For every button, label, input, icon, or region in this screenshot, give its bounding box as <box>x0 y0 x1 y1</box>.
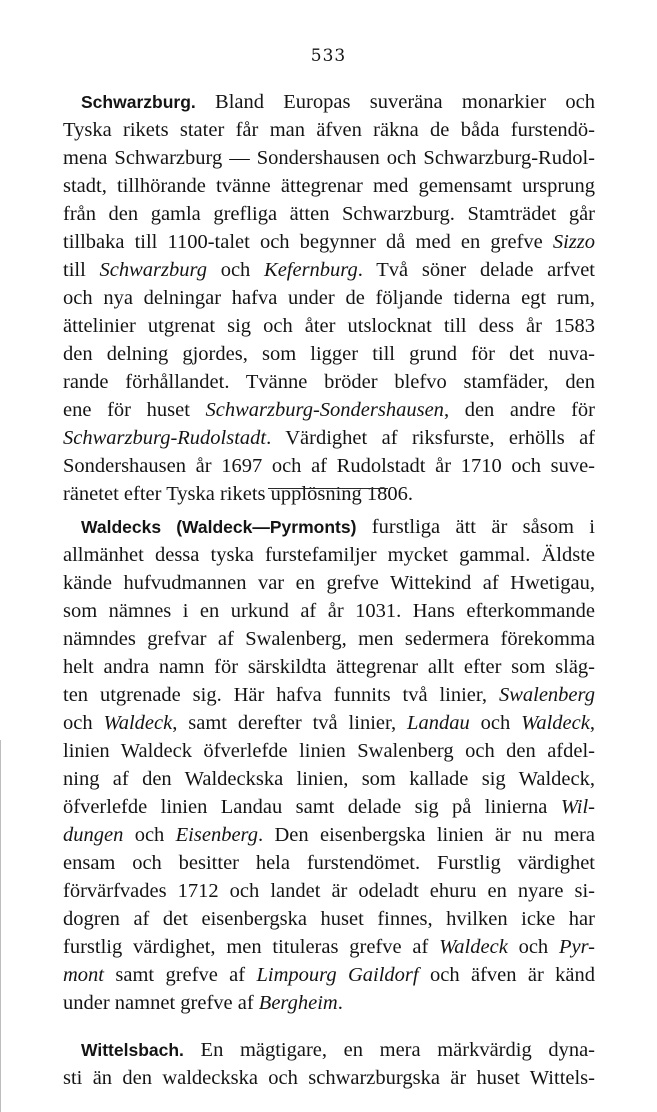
name-waldeck-2: Waldeck <box>521 712 590 734</box>
name-kefernburg: Kefernburg <box>264 259 358 281</box>
page-edge-rule <box>0 740 1 1112</box>
schwarzburg-line-7: till Schwarzburg och Kefernburg. Två söner delade arfvet <box>63 259 595 281</box>
page-number: 533 <box>310 46 347 66</box>
waldeck-line-18: under namnet grefve af Bergheim. <box>63 992 343 1014</box>
name-schwarzburg: Schwarzburg <box>99 259 207 281</box>
schwarzburg-line-5: från den gamla grefliga ätten Schwarzburg. Stamträdet går <box>63 203 595 225</box>
schwarzburg-line-14: Sondershausen år 1697 och af Rudolstadt år 1710 och suve- <box>63 455 595 477</box>
name-mont: mont <box>63 964 104 986</box>
name-dungen: dungen <box>63 824 124 846</box>
schwarzburg-line-11: rande förhållandet. Tvänne bröder blefvo stamfäder, den <box>63 371 595 393</box>
waldeck-line-10: ning af den Waldeckska linien, som kallade sig Waldeck, <box>63 768 595 790</box>
schwarzburg-line-4: stadt, tillhörande tvänne ättegrenar med gemensamt ursprung <box>63 175 595 197</box>
waldeck-line-7: ten utgrenade sig. Här hafva funnits två linier, Swalenberg <box>63 684 595 706</box>
name-bergheim: Bergheim <box>258 992 338 1014</box>
waldeck-line-1: Waldecks (Waldeck—Pyrmonts) furstliga ätt är såsom i <box>81 516 595 538</box>
schwarzburg-line-15: ränetet efter Tyska rikets upplösning 1806. <box>63 483 414 505</box>
name-pyr: Pyr- <box>558 936 595 958</box>
name-wil: Wil- <box>560 796 595 818</box>
name-waldeck-3: Waldeck <box>439 936 508 958</box>
schwarzburg-line-2: Tyska rikets stater får man äfven räkna de båda furstendö- <box>63 119 595 141</box>
name-swalenberg: Swalenberg <box>498 684 595 706</box>
name-sizzo: Sizzo <box>552 231 595 253</box>
waldeck-heading: Waldecks (Waldeck—Pyrmonts) <box>81 517 357 537</box>
schwarzburg-line-9: ättelinier utgrenat sig och åter utslocknat till dess år 1583 <box>63 315 595 337</box>
waldeck-line-11: öfverlefde linien Landau samt delade sig på linierna Wil- <box>63 796 595 818</box>
schwarzburg-line-13: Schwarzburg-Rudolstadt. Värdighet af riksfurste, erhölls af <box>63 427 595 449</box>
wittelsbach-line-1: Wittelsbach. En mägtigare, en mera märkvärdig dyna- <box>81 1039 595 1061</box>
name-sondershausen: Schwarzburg-Sondershausen <box>205 399 444 421</box>
waldeck-line-6: helt andra namn för särskildta ättegrenar allt efter som släg- <box>63 656 595 678</box>
schwarzburg-line-10: den delning gjordes, som ligger till grund för det nuva- <box>63 343 595 365</box>
schwarzburg-line-12: ene för huset Schwarzburg-Sondershausen, den andre för <box>63 399 595 421</box>
name-rudolstadt: Schwarzburg-Rudolstadt <box>63 427 267 449</box>
name-gaildorf: Gaildorf <box>347 964 419 986</box>
schwarzburg-line-3: mena Schwarzburg — Sondershausen och Schwarzburg-Rudol- <box>63 147 595 169</box>
name-eisenberg: Eisenberg <box>175 824 259 846</box>
wittelsbach-line-2: sti än den waldeckska och schwarzburgska är huset Wittels- <box>63 1067 595 1089</box>
name-waldeck: Waldeck <box>103 712 173 734</box>
waldeck-line-14: förvärfvades 1712 och landet är odeladt ehuru en nyare si- <box>63 880 595 902</box>
schwarzburg-line-6: tillbaka till 1100-talet och begynner då med en grefve Sizzo <box>63 231 595 253</box>
waldeck-line-15: dogren af det eisenbergska huset finnes, hvilken icke har <box>63 908 595 930</box>
waldeck-line-4: som nämnes i en urkund af år 1031. Hans efterkommande <box>63 600 595 622</box>
waldeck-line-3: kände hufvudmannen var en grefve Wittekind af Hwetigau, <box>63 572 595 594</box>
waldeck-line-2: allmänhet dessa tyska furstefamiljer mycket gammal. Äldste <box>63 544 595 566</box>
schwarzburg-line-1: Schwarzburg. Bland Europas suveräna monarkier och <box>81 91 595 113</box>
waldeck-line-8: och Waldeck, samt derefter två linier, Landau och Waldeck, <box>63 712 595 734</box>
waldeck-line-12: dungen och Eisenberg. Den eisenbergska linien är nu mera <box>63 824 595 846</box>
waldeck-line-17: mont samt grefve af Limpourg Gaildorf och äfven är känd <box>63 964 595 986</box>
wittelsbach-heading: Wittelsbach. <box>81 1040 184 1060</box>
schwarzburg-line-8: och nya delningar hafva under de följande tiderna egt rum, <box>63 287 595 309</box>
section-divider <box>268 488 388 489</box>
name-limpourg: Limpourg <box>256 964 337 986</box>
waldeck-line-9: linien Waldeck öfverlefde linien Swalenberg och den afdel- <box>63 740 595 762</box>
schwarzburg-heading: Schwarzburg. <box>81 92 196 112</box>
waldeck-line-5: nämndes grefvar af Swalenberg, men sedermera förekomma <box>63 628 595 650</box>
waldeck-line-16: furstlig värdighet, men tituleras grefve af Waldeck och Pyr- <box>63 936 595 958</box>
waldeck-line-13: ensam och besitter hela furstendömet. Furstlig värdighet <box>63 852 595 874</box>
name-landau: Landau <box>407 712 470 734</box>
